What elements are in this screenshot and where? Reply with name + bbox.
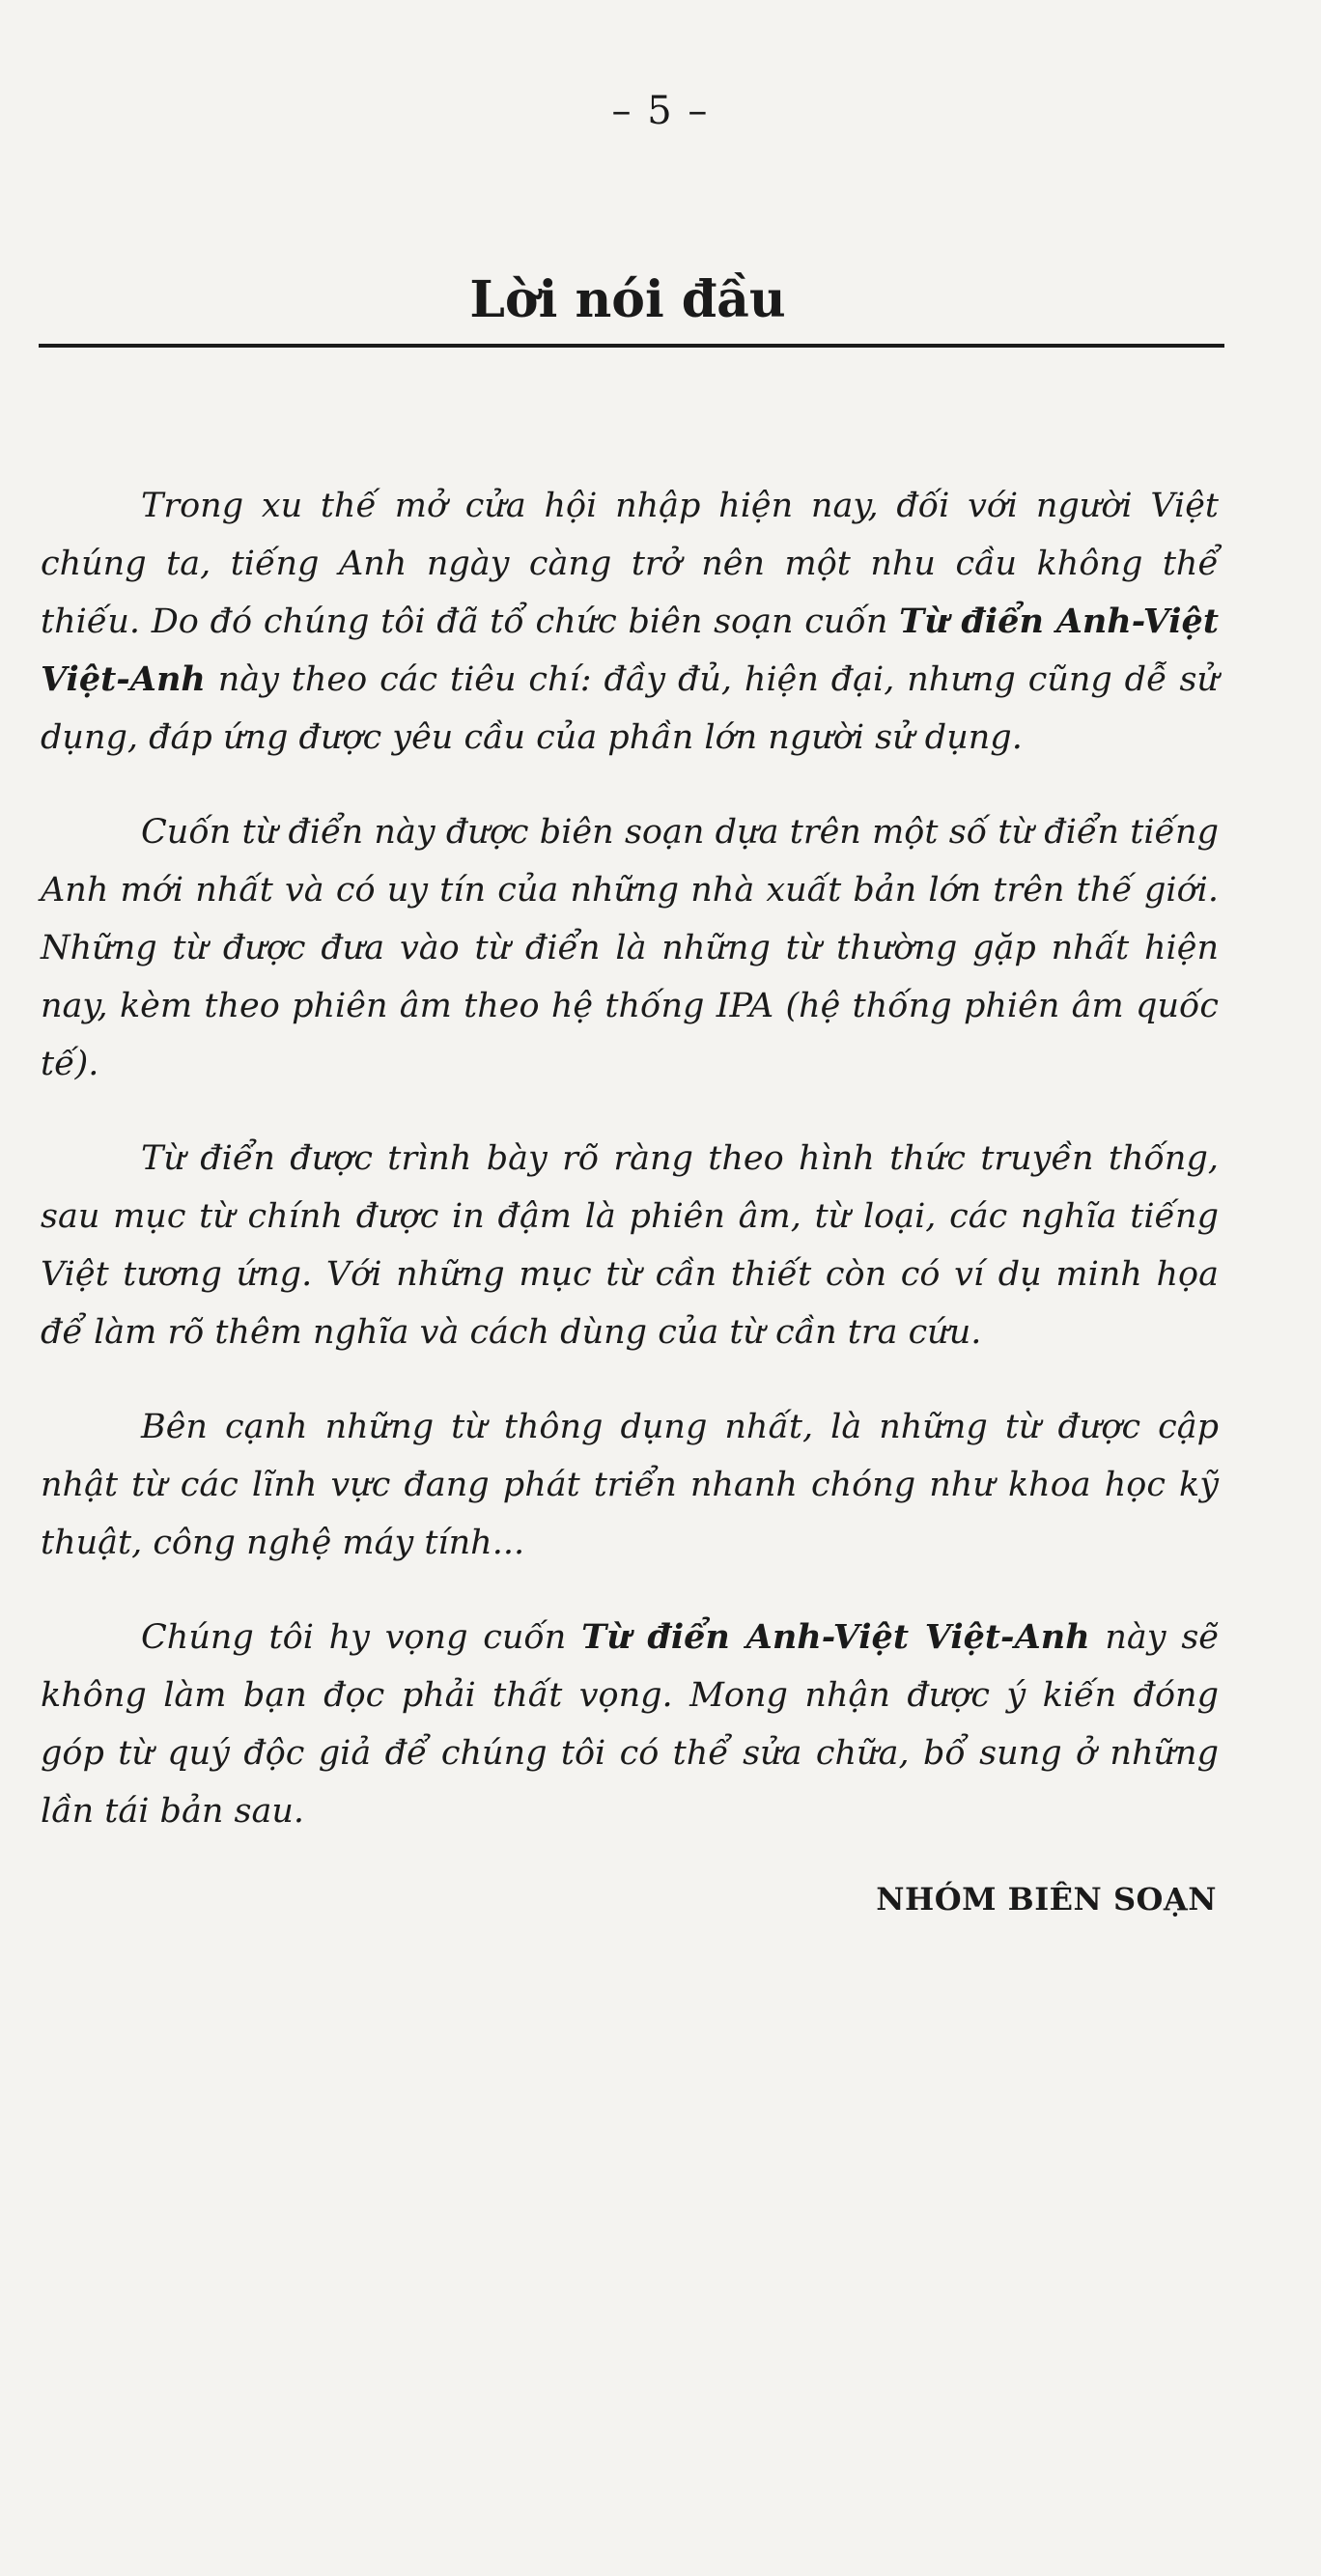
preface-body (41, 477, 1219, 1877)
page-number: – 5 – (611, 89, 710, 133)
paragraph-text: Từ điển được trình bày rõ ràng theo hình thức truyền thống, sau mục từ chính được in đậm là phiên âm, từ loại, các nghĩa tiếng Việt tương ứng. Với những mục từ cần thiết còn có ví dụ minh họa để làm rõ thêm nghĩa và cách dùng của từ cần tra cứu. (41, 1139, 1219, 1352)
paragraph-text: Bên cạnh những từ thông dụng nhất, là những từ được cập nhật từ các lĩnh vực đang phát triển nhanh chóng như khoa học kỹ thuật, công nghệ máy tính... (41, 1408, 1219, 1562)
author-signature: NHÓM BIÊN SOẠN (876, 1881, 1217, 1918)
book-title: Từ điển Anh-Việt Việt-Anh (41, 602, 1219, 699)
paragraph (41, 803, 1219, 1093)
paragraph (41, 477, 1219, 767)
paragraph-text: này theo các tiêu chí: đầy đủ, hiện đại, nhưng cũng dễ sử dụng, đáp ứng được yêu cầu của phần lớn người sử dụng. (41, 660, 1219, 757)
book-title: Từ điển Anh-Việt Việt-Anh (581, 1617, 1090, 1657)
paragraph-text: Cuốn từ điển này được biên soạn dựa trên một số từ điển tiếng Anh mới nhất và có uy tín của những nhà xuất bản lớn trên thế giới. Những từ được đưa vào từ điển là những từ thường gặp nhất hiện nay, kèm theo phiên âm theo hệ thống IPA (hệ thống phiên âm quốc tế). (41, 813, 1219, 1083)
paragraph (41, 1130, 1219, 1361)
paragraph-text: Trong xu thế mở cửa hội nhập hiện nay, đối với người Việt chúng ta, tiếng Anh ngày càng trở nên một nhu cầu không thể thiếu. Do đó chúng tôi đã tổ chức biên soạn cuốn (41, 487, 1219, 641)
paragraph (41, 1398, 1219, 1572)
page-title: Lời nói đầu (469, 270, 786, 329)
paragraph (41, 1609, 1219, 1840)
title-divider (39, 344, 1224, 348)
paragraph-text: này sẽ không làm bạn đọc phải thất vọng. Mong nhận được ý kiến đóng góp từ quý độc giả để chúng tôi có thể sửa chữa, bổ sung ở những lần tái bản sau. (41, 1618, 1219, 1831)
paragraph-text: Chúng tôi hy vọng cuốn (141, 1618, 582, 1657)
